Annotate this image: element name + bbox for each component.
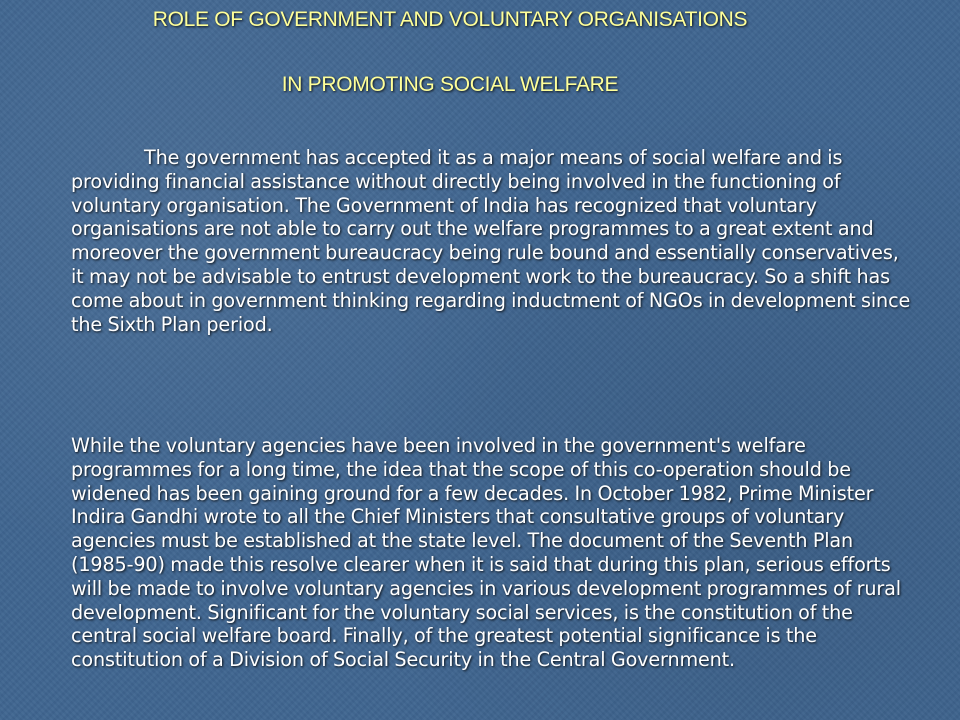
body-paragraph-1: The government has accepted it as a major means of social welfare and is providing financial assistance without directly being involved in the functioning of voluntary organisation. The Government of India has recognized that voluntary organisations are not able to carry out the welfare programmes to a great extent and moreover the government bureaucracy being rule bound and essentially conservatives, it may not be advisable to entrust development work to the bureaucracy. So a shift has come about in government thinking regarding inductment of NGOs in development since the Sixth Plan period. <box>71 146 911 336</box>
slide-title-line-1: ROLE OF GOVERNMENT AND VOLUNTARY ORGANISATIONS <box>152 8 748 31</box>
slide-title-line-2: IN PROMOTING SOCIAL WELFARE <box>281 73 619 96</box>
body-paragraph-2: While the voluntary agencies have been involved in the government's welfare programmes for a long time, the idea that the scope of this co-operation should be widened has been gaining ground for a few decades. In October 1982, Prime Minister Indira Gandhi wrote to all the Chief Ministers that consultative groups of voluntary agencies must be established at the state level. The document of the Seventh Plan (1985-90) made this resolve clearer when it is said that during this plan, serious efforts will be made to involve voluntary agencies in various development programmes of rural development. Significant for the voluntary social services, is the constitution of the central social welfare board. Finally, of the greatest potential significance is the constitution of a Division of Social Security in the Central Government. <box>71 434 901 672</box>
